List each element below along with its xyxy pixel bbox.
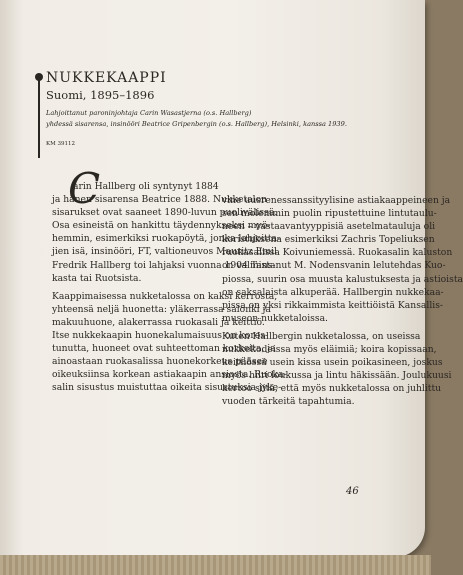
text-line: Kaappimaisessa nukketalossa on kaksi kerrosta,: [52, 290, 278, 302]
page-subtitle: Suomi, 1895–1896: [46, 88, 155, 102]
text-line: on valmistanut M. Nodensvanin lelutehdas Kuo-: [222, 260, 446, 272]
text-line: nukkekodeissa myös eläimiä; koira kopissaan,: [222, 344, 437, 356]
caption-line: yhdessä sisarensa, insinööri Beatrice Gripenbergin (o.s. Hallberg), Helsinki, kanssa 1939.: [46, 120, 347, 128]
text-line: ja hänen sisarensa Beatrice 1888. Nukketalon: [52, 194, 268, 206]
text-line: koristuksena esimerkiksi Zachris Topeliuksen: [222, 234, 435, 246]
text-line: jien isä, insinööri, FT, valtioneuvos Mauritz Emil: [52, 246, 277, 258]
text-line: makuuhuone, alakerrassa ruokasali ja keittiö.: [52, 316, 265, 328]
text-line: Itse nukkekaapin huonekalumaisuus on koros-: [52, 330, 269, 342]
text-line: arin Hallberg oli syntynyt 1884: [73, 181, 219, 192]
heading-marker-line: [38, 78, 40, 158]
text-line: on saksalaista alkuperää. Hallbergin nukkekaa-: [222, 286, 444, 298]
text-line: ruokasalissa Koivuniemessä. Ruokasalin kaluston: [222, 247, 453, 259]
text-line: oikeuksiinsa korkean astiakaapin ansiosta. Ruoka-: [52, 369, 287, 381]
text-line: museon nukketaloissa.: [222, 312, 328, 324]
text-line: salin sisustus muistuttaa oikeita sisustuksia jyke-: [52, 382, 282, 394]
text-line: Fredrik Hallberg toi lahjaksi vuonna 1904 Tans-: [52, 259, 276, 271]
text-line: hemmin, esimerkiksi ruokapöytä, jonka lahjoitta-: [52, 233, 281, 245]
text-line: piossa, suurin osa muusta kalustuksesta ja astioista: [222, 273, 463, 285]
drop-cap: C: [68, 164, 101, 213]
caption-line: Lahjoittanut paroninjohtaja Carin Wasastjerna (o.s. Hallberg): [46, 109, 252, 117]
text-line: pissa on yksi rikkaimmista keittiöistä Kansallis-: [222, 299, 444, 311]
text-line: Kuten Hallbergin nukketalossa, on useissa: [222, 330, 421, 342]
inventory-number: KM 39112: [46, 141, 75, 147]
text-line: tunutta, huoneet ovat suhteettoman korkeita, ja: [52, 343, 276, 355]
text-line: neen – vastaavantyyppisiä asetelmatauluja oli: [222, 221, 436, 233]
text-line: keittiössä usein kissa usein poikasineen, joskus: [222, 357, 443, 369]
right-text-column: [222, 194, 463, 409]
text-line: Osa esineistä on hankittu täydennykseksi myö-: [52, 220, 271, 232]
page-title: NUKKEKAAPPI: [46, 70, 167, 86]
page-spine-shadow: [0, 0, 24, 557]
tablecloth-background: [0, 555, 431, 575]
text-line: kertoo siitä, että myös nukketalossa on juhlittu: [222, 383, 442, 395]
text-line: sen molemmin puolin ripustettuine lintutaulu-: [222, 208, 437, 220]
text-line: vine uusrenessanssityylisine astiakaappeineen ja: [222, 195, 451, 206]
donor-caption: [46, 108, 346, 130]
text-line: sisarukset ovat saaneet 1890-luvun puolivälissä.: [52, 207, 278, 219]
text-line: myös hiiri loukussa ja lintu häkissään. Joulukuusi: [222, 370, 452, 382]
text-line: vuoden tärkeitä tapahtumia.: [222, 396, 355, 408]
text-line: ainoastaan ruokasalissa huonekorkeus pääsee: [52, 356, 268, 368]
text-line: yhteensä neljä huonetta: yläkerrassa salonki ja: [52, 303, 271, 315]
page-number: 46: [346, 486, 359, 497]
text-line: kasta tai Ruotsista.: [52, 272, 142, 284]
